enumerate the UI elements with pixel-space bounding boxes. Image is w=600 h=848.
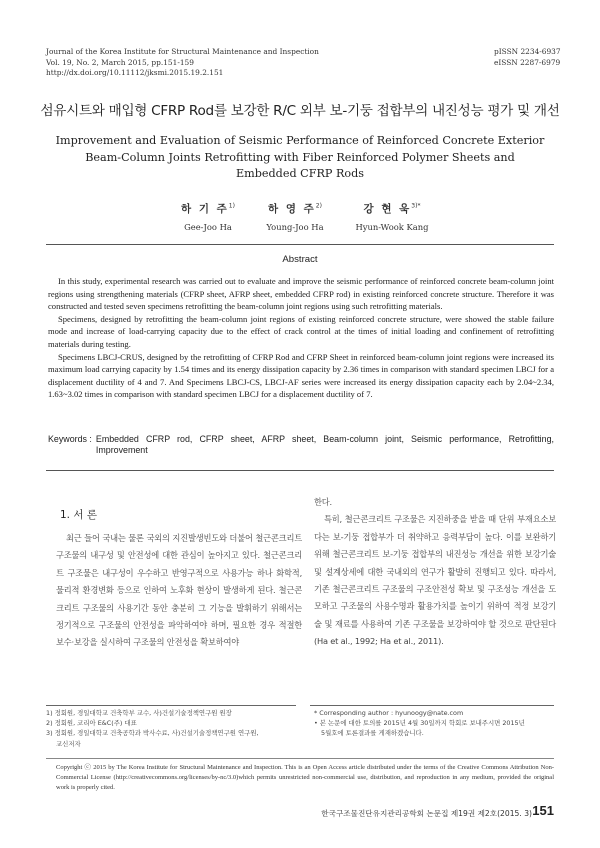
keywords	[48, 434, 554, 456]
journal-header-left	[46, 47, 376, 79]
journal-header-right	[494, 47, 561, 68]
footnotes-right	[314, 708, 554, 739]
title-english	[40, 133, 560, 183]
abstract-paragraph: Specimens, designed by retrofitting the beam-column joint regions of existing reinforced concrete structure, were showed the stable failure mode and increase of load-carrying capacity due to the effect of crack control at the times of initial loading and confinement of retrofitting materials during testing.	[48, 313, 554, 349]
keywords-label: Keywords :	[48, 434, 92, 444]
author-affiliation-mark: 1)	[228, 202, 235, 210]
footnote-rule-left	[46, 705, 296, 706]
footnote: 5월호에 토론결과를 게재하겠습니다.	[321, 729, 424, 738]
author-name-en: Hyun-Wook Kang	[355, 222, 429, 232]
abstract-top-rule	[46, 244, 554, 245]
doi-link[interactable]: http://dx.doi.org/10.11112/jksmi.2015.19.2.151	[46, 68, 224, 78]
author-name-en: Young-Joo Ha	[266, 222, 324, 232]
author-name-kr: 하 기 주	[181, 203, 229, 215]
body-paragraph: 한다.	[314, 497, 332, 507]
footer-journal: 한국구조물진단유지관리공학회 논문집 제19권 제2호(2015. 3)	[321, 809, 532, 818]
body-right-column	[314, 494, 556, 651]
footnotes-left	[46, 708, 302, 749]
author-name-kr: 하 영 주	[268, 203, 316, 215]
body-paragraph: 최근 들어 국내는 물론 국외의 지진발생빈도와 더불어 철근콘크리트 구조물의 내구성 및 안전성에 대한 관심이 높아지고 있다. 철근콘크리트 구조물은 내구성이 우수하고 반영구적으로 사용가능 하나 화학적, 물리적 환경변화 등으로 인하여 노후화 현상이 발생하게 된다. 철근콘크리트 구조물의 사용기간 동안 충분히 그 기능을 발휘하기 위해서는 정기적으로 구조물의 안전성을 파악하여야 하며, 필요한 경우 적절한 보수·보강을 실시하여 구조물의 안전성을 확보하여야	[56, 533, 302, 648]
body-paragraph: 특히, 철근콘크리트 구조물은 지진하중을 받을 때 단위 부재요소보다는 보-기둥 접합부가 더 취약하고 응력부담이 높다. 이를 보완하기 위해 철근콘크리트 보-기둥 접합부의 내진성능 개선을 위한 보강기술 및 설계상세에 대한 국내외의 연구가 활발히 진행되고 있다. 따라서, 기존 철근콘크리트 구조물의 구조안전성 확보 및 구조성능 개선을 도모하고 구조물의 사용수명과 활용가치를 높이기 위하여 적정 보강기술 및 재료를 사용하여 기존 구조물을 보강하여야 할 것으로 판단된다 (Ha et al., 1992; Ha et al., 2011).	[314, 514, 556, 647]
abstract-body	[48, 275, 554, 401]
abstract-paragraph: Specimens LBCJ-CRUS, designed by the retrofitting of CFRP Rod and CFRP Sheet in reinforced beam-column joint regions were increased its maximum load carrying capacity by 1.54 times and its energy dissipation capacity by 2.36 times in comparison with standard specimen LBCJ for a displacement ductility of 4 and 7. And Specimens LBCJ-CS, LBCJ-AF series were increased its energy dissipation capacity each by 2.04~2.34, 1.63~3.02 times in comparison with standard specimen LBCJ for a displacement ductility of 7.	[48, 351, 554, 400]
footnote-corresponding-author: * Corresponding author : hyunoogy@nate.com	[314, 709, 464, 717]
footnote: 3) 정회원, 경일대학교 건축공학과 박사수료, 사)건설기술정책연구원 연구원,	[46, 729, 259, 738]
author-affiliation-mark: 2)	[315, 202, 322, 210]
eissn: eISSN 2287-6979	[494, 57, 561, 67]
author-name-kr: 강 현 욱	[363, 203, 412, 215]
abstract-heading: Abstract	[282, 254, 318, 265]
abstract-paragraph: In this study, experimental research was carried out to evaluate and improve the seismic performance of reinforced concrete beam-column joint regions using strengthening materials (CFRP sheet, AFRP sheet, embedded CFRP rod) in existing reinforced concrete structure. Therefore it was constructed and tested seven specimens retrofitting the beam-column joint regions using such retrofitting materials.	[48, 276, 554, 312]
author-affiliation-mark: 3)*	[411, 202, 421, 210]
keywords-list: Embedded CFRP rod, CFRP sheet, AFRP sheet, Beam-column joint, Seismic performance, Retrofitting, Improvement	[95, 434, 554, 455]
author-3	[317, 201, 467, 232]
copyright-notice: Copyright ⓒ 2015 by The Korea Institute for Structural Maintenance and Inspection. This is an Open Access article distributed under the terms of the Creative Commons Attribution Non-Commercial License (http://creativecommons.org/licenses/by-nc/3.0)which permits unrestricted non-commercial use, distribution, and reproduction in any medium, provided the original work is properly cited.	[56, 764, 554, 792]
footnote: 1) 정회원, 경일대학교 건축학부 교수, 사)건설기술정책연구원 원장	[46, 709, 232, 717]
author-name-en: Gee-Joo Ha	[184, 222, 232, 232]
title-english-line: Beam-Column Joints Retrofitting with Fiber Reinforced Polymer Sheets and	[85, 150, 515, 164]
title-korean: 섬유시트와 매입형 CFRP Rod를 보강한 R/C 외부 보-기둥 접합부의 내진성능 평가 및 개선	[40, 103, 560, 119]
footnote: 2) 정회원, 코리아 E&C(주) 대표	[46, 719, 137, 728]
body-left-column	[56, 530, 302, 652]
journal-name: Journal of the Korea Institute for Structural Maintenance and Inspection	[46, 47, 319, 56]
abstract-bottom-rule	[46, 470, 554, 471]
footnote-rule-right	[310, 705, 554, 706]
journal-volume: Vol. 19, No. 2, March 2015, pp.151-159	[46, 57, 194, 67]
copyright-rule	[46, 758, 554, 759]
title-english-line: Embedded CFRP Rods	[235, 167, 365, 181]
footnote: 교신저자	[56, 739, 81, 748]
title-english-line: Improvement and Evaluation of Seismic Performance of Reinforced Concrete Exterior	[55, 134, 545, 147]
page-number: 151	[532, 803, 554, 818]
pissn: pISSN 2234-6937	[494, 47, 561, 56]
footnote: • 본 논문에 대한 토의를 2015년 4월 30일까지 학회로 보내주시면 2015년	[314, 719, 525, 728]
section-title-introduction: 1. 서 론	[60, 509, 97, 521]
